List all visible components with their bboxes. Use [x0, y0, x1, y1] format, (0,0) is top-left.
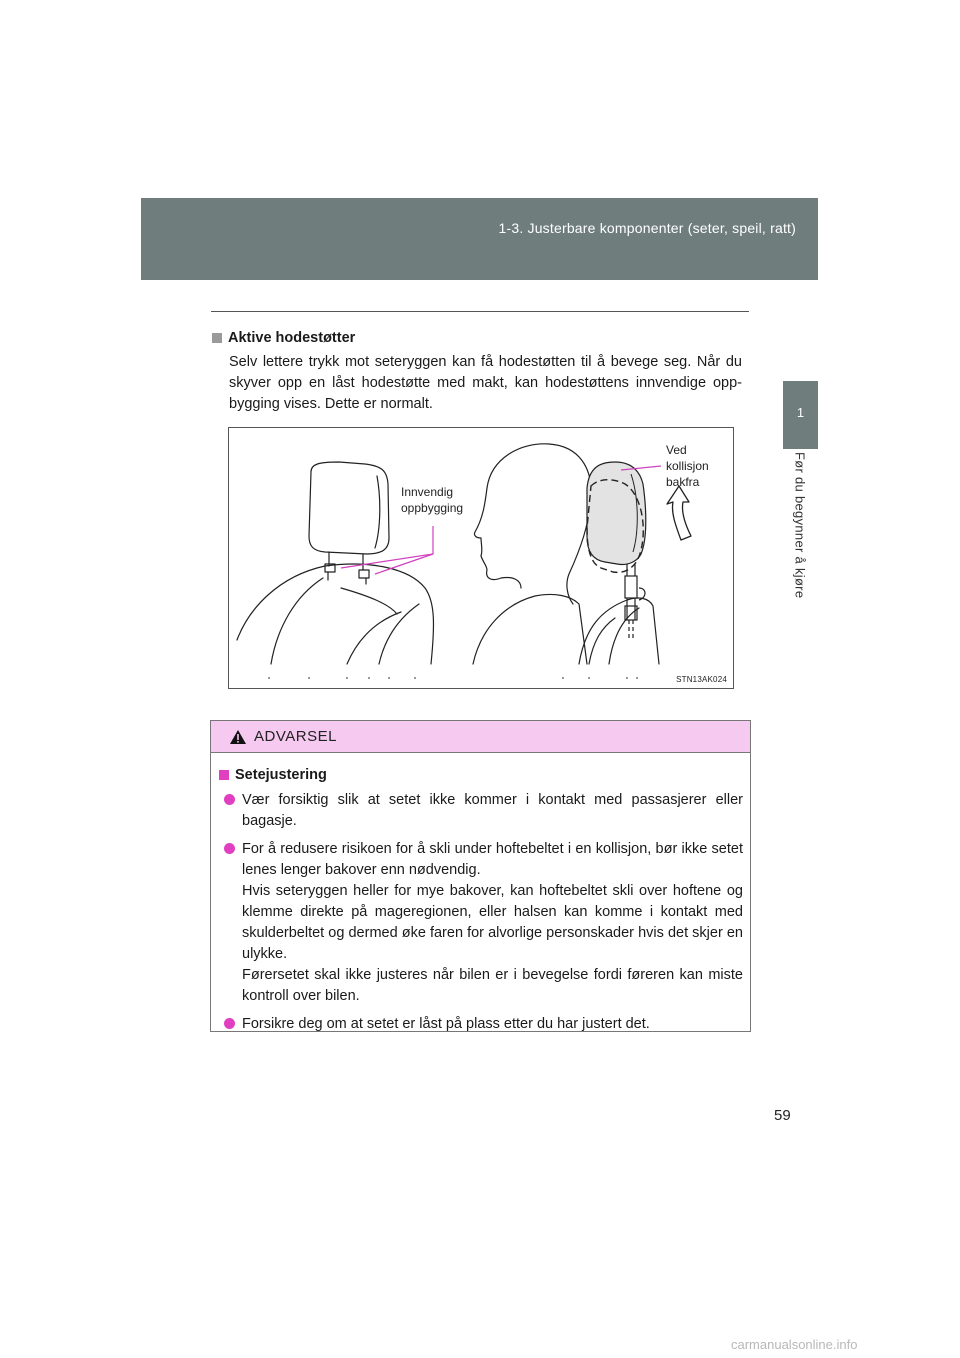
page-number: 59: [774, 1107, 791, 1124]
figure-code: STN13AK024: [676, 675, 727, 684]
square-bullet-icon: [212, 333, 222, 343]
chapter-title: 1-3. Justerbare komponenter (seter, speil, ratt): [498, 220, 796, 236]
warning-title: ADVARSEL: [254, 728, 337, 745]
warning-box: [210, 720, 751, 1032]
warning-item: [242, 1014, 743, 1035]
chapter-header: [141, 198, 818, 280]
chapter-number: 1: [796, 405, 805, 420]
warning-triangle-icon: [229, 729, 247, 745]
warning-item-continued: Førersetet skal ikke justeres når bilen er i bevegelse fordi føreren kan miste kontroll over bilen.: [242, 967, 743, 1004]
warning-subheading-text: Setejustering: [235, 767, 327, 783]
warning-subheading: [219, 767, 327, 783]
label-inner-structure: Innvendig oppbygging: [401, 485, 464, 515]
section-heading-text: Aktive hodestøtter: [228, 330, 356, 346]
warning-item-text: Vær forsiktig slik at setet ikke kommer i kontakt med passasjerer eller bagasje.: [242, 792, 743, 829]
bullet-dot-icon: [224, 794, 235, 805]
watermark: carmanualsonline.info: [731, 1337, 858, 1352]
square-bullet-icon: [219, 770, 229, 780]
bullet-dot-icon: [224, 1018, 235, 1029]
headrest-drawing: [229, 428, 733, 688]
warning-item-continued: Hvis seteryggen heller for mye bakover, kan hoftebeltet skli over hoftene og klemme direkte på mageregionen, eller halsen kan komme i kontakt med skulderbeltet og dermed øke faren for alvorlige personskader hvis det skjer en ulykke.: [242, 883, 743, 962]
warning-item-text: Forsikre deg om at setet er låst på plass etter du har justert det.: [242, 1016, 650, 1032]
warning-item-text: For å redusere risikoen for å skli under hoftebeltet i en kollisjon, bør ikke setet lenes lenger bakover enn nødvendig.: [242, 841, 743, 878]
warning-header: [211, 721, 750, 753]
chapter-tab-label: Før du begynner å kjøre: [792, 452, 808, 599]
headrest-illustration: [228, 427, 734, 689]
chapter-tab: [783, 381, 818, 449]
section-body: Selv lettere trykk mot seteryggen kan få hodestøtten til å bevege seg. Når du skyver opp en låst hodestøtte med makt, kan hodestøttens innvendige opp-bygging vises. Dette er normalt.: [229, 354, 742, 412]
label-rear-collision: Ved kollisjon bakfra: [666, 443, 709, 489]
section-heading: [212, 330, 355, 346]
warning-item: [242, 839, 743, 881]
warning-item: [242, 790, 743, 832]
divider: [211, 311, 749, 312]
bullet-dot-icon: [224, 843, 235, 854]
